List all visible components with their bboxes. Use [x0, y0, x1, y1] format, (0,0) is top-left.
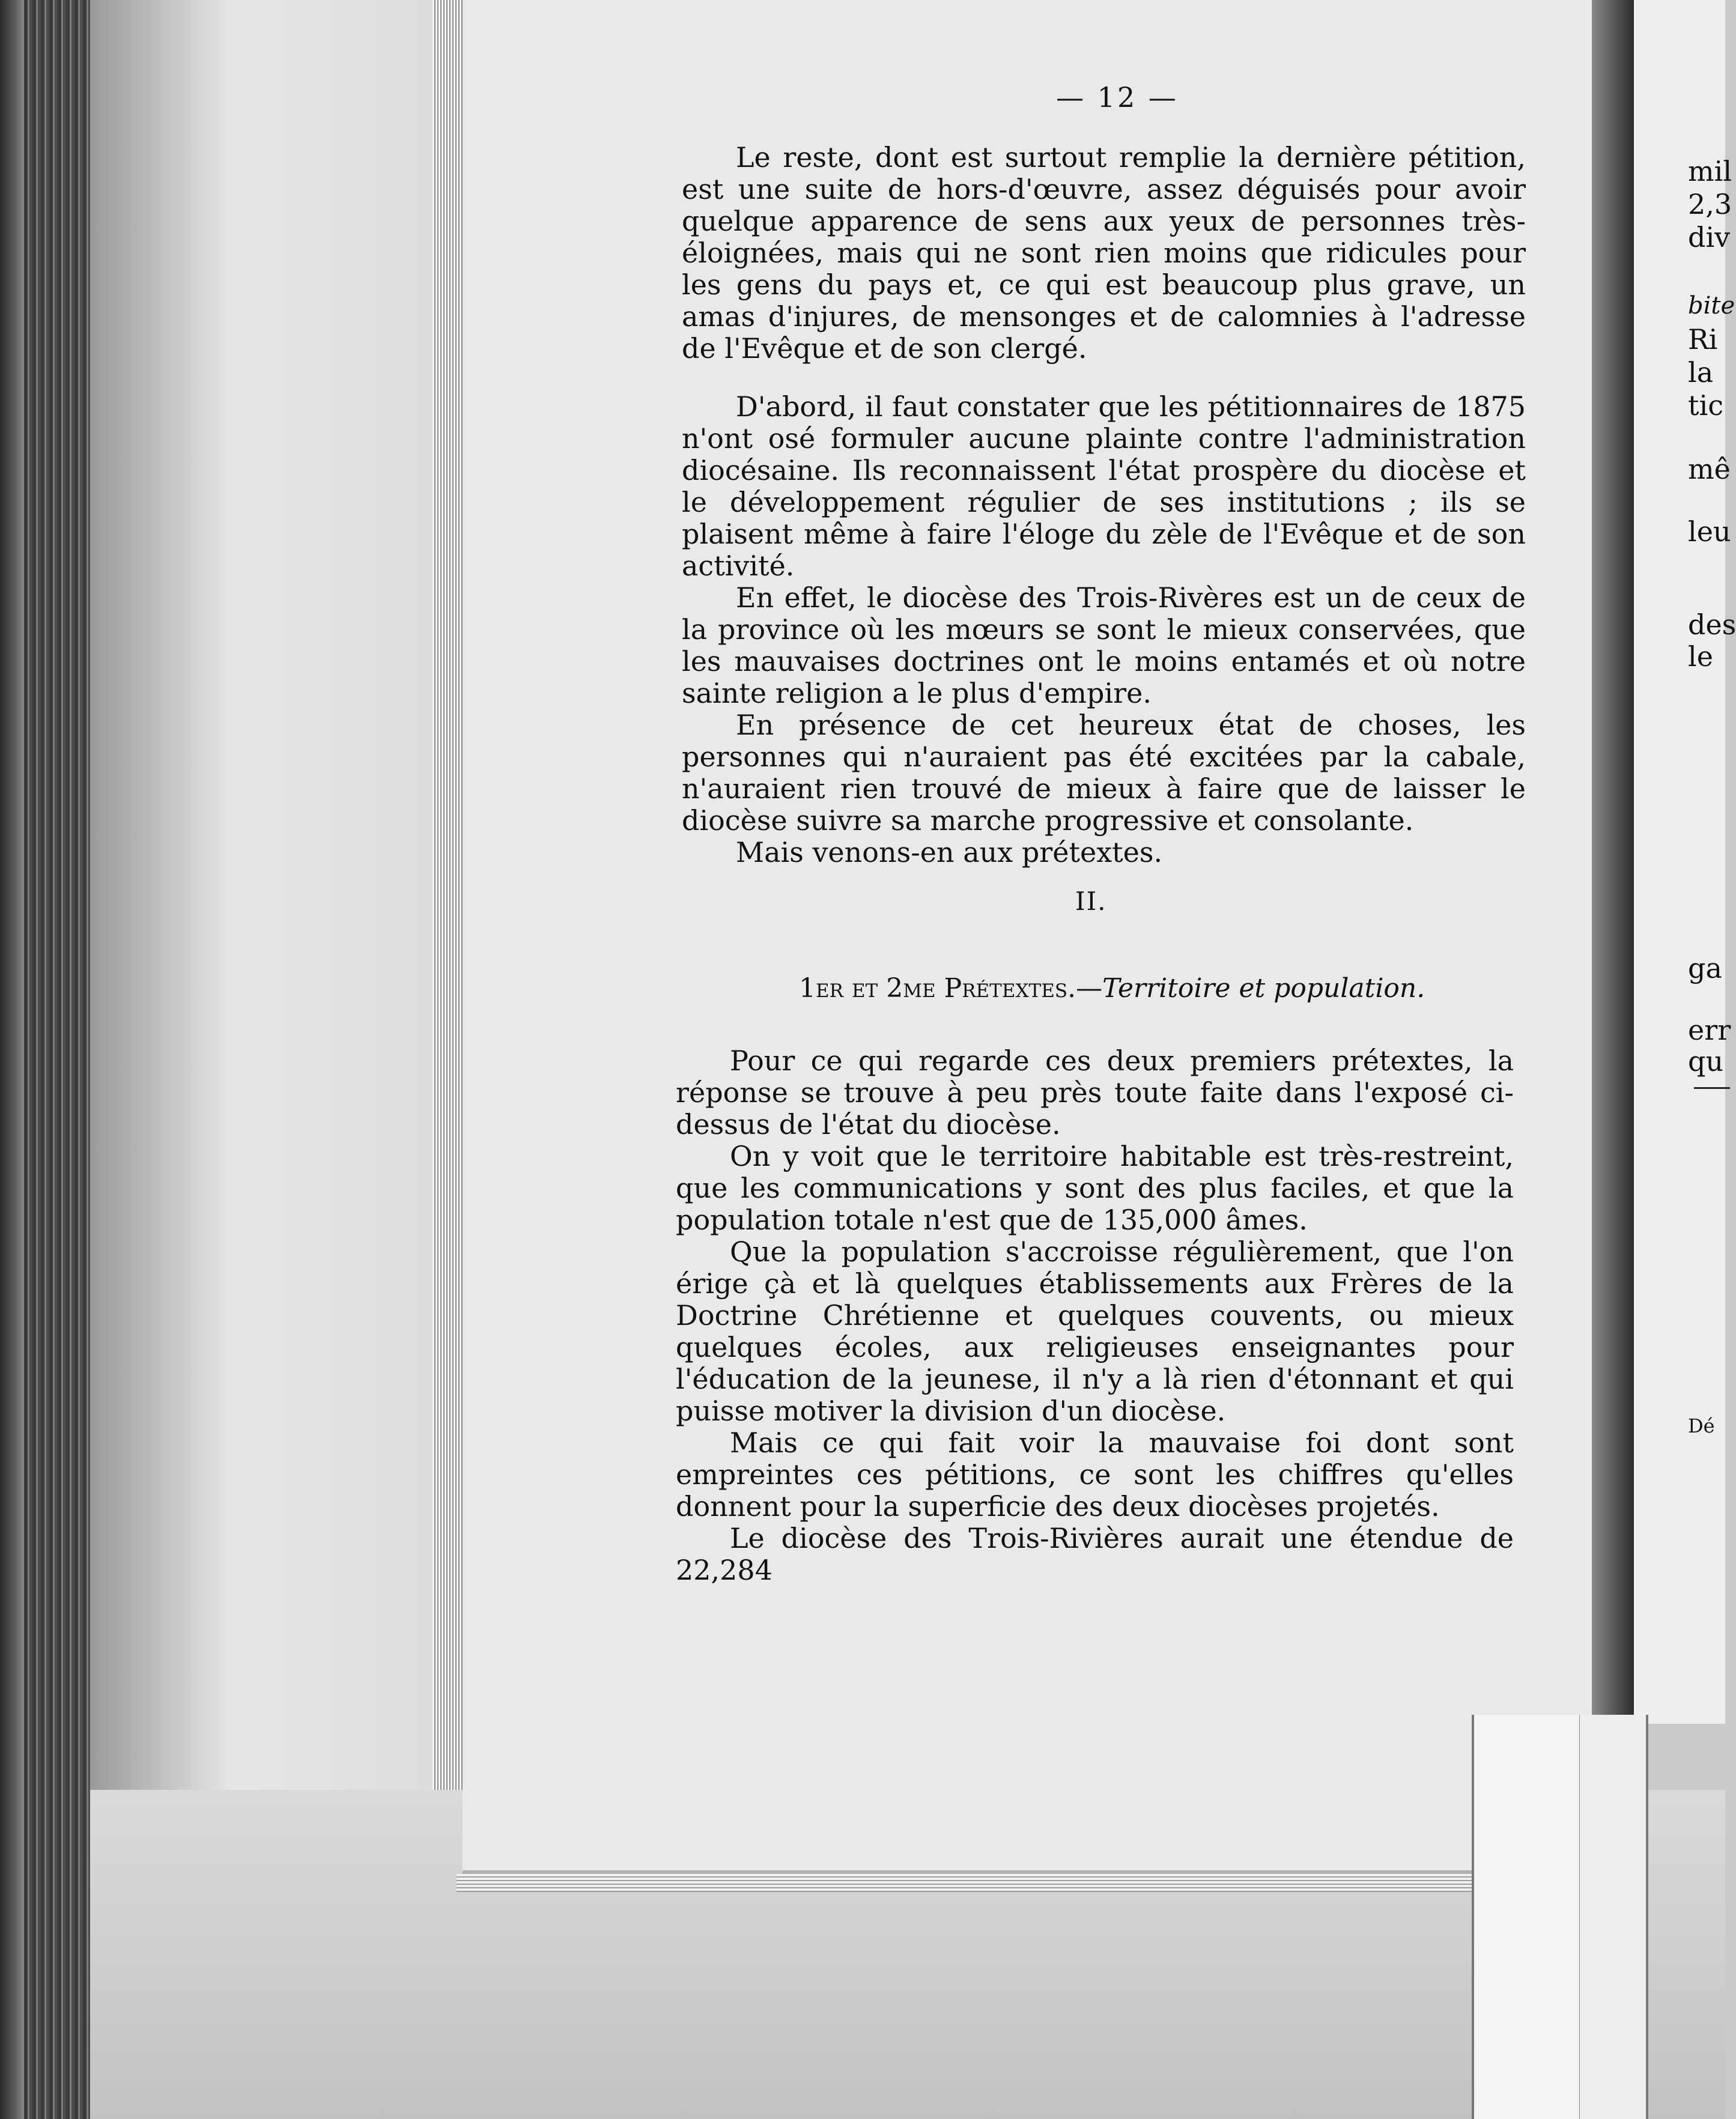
section-number: II. [1075, 887, 1107, 916]
page-bottom-edge [457, 1874, 1595, 1892]
facing-page-fragment: bite [1688, 292, 1735, 320]
section-heading [799, 973, 1425, 1004]
facing-page-fragment: tic [1688, 389, 1723, 422]
paragraph: On y voit que le territoire habitable est très-restreint, que les communications y sont des plus faciles, et que la population totale n'est que de 135,000 âmes. [676, 1140, 1514, 1236]
paragraph: Le reste, dont est surtout remplie la dernière pétition, est une suite de hors-d'œuvre, assez déguisés pour avoir quelque apparence de sens aux yeux de personnes très-éloignées, mais qui ne sont rien moins que ridicules pour les gens du pays et, ce qui est beaucoup plus grave, un amas d'injures, de mensonges et de calomnies à l'adresse de l'Evêque et de son clergé. [682, 141, 1526, 365]
paragraph: Le diocèse des Trois-Rivières aurait une étendue de 22,284 [676, 1522, 1514, 1586]
text-block-top [682, 142, 1526, 869]
facing-page-fragment: mil [1688, 155, 1732, 187]
page-tab [1580, 1715, 1648, 2119]
text-block-bottom [676, 1045, 1514, 1586]
facing-page-fragment: Ri [1688, 323, 1718, 356]
page-tab [1472, 1715, 1582, 2119]
paragraph: En présence de cet heureux état de choses, les personnes qui n'auraient pas été excitées par la cabale, n'auraient rien trouvé de mieux à faire que de laisser le diocèse suivre sa marche progressive et consolante. [682, 709, 1526, 837]
paragraph: D'abord, il faut constater que les pétitionnaires de 1875 n'ont osé formuler aucune plainte contre l'administration diocésaine. Ils reconnaissent l'état prospère du diocèse et le développement régulier de ses institutions ; ils se plaisent même à faire l'éloge du zèle de l'Evêque et de son activité. [682, 390, 1526, 582]
facing-page-rule [1694, 1087, 1730, 1089]
section-heading-subject: Territoire et population. [1102, 973, 1425, 1004]
paragraph: En effet, le diocèse des Trois-Rivères est un de ceux de la province où les mœurs se sont le mieux conservées, que les mauvaises doctrines ont le moins entamés et où notre sainte religion a le plus d'empire. [682, 581, 1526, 709]
facing-page-fragment: qu [1688, 1045, 1724, 1078]
left-leaf-edge [432, 0, 463, 1874]
paragraph: Pour ce qui regarde ces deux premiers prétextes, la réponse se trouve à peu près toute faite dans l'exposé ci-dessus de l'état du diocèse. [676, 1044, 1514, 1141]
facing-page-fragment: err [1688, 1014, 1731, 1046]
page-number: — 12 — [1056, 81, 1179, 114]
facing-page-fragment: leu [1688, 515, 1731, 548]
facing-page-fragment: la [1688, 356, 1714, 389]
facing-page-fragment: div [1688, 221, 1731, 253]
facing-page-fragment: ga [1688, 952, 1722, 984]
facing-page-fragment: Dé [1688, 1414, 1715, 1437]
paragraph: Que la population s'accroisse régulièrement, que l'on érige çà et là quelques établissements aux Frères de la Doctrine Chrétienne et quelques couvents, ou mieux quelques écoles, aux religieuses enseignantes pour l'éducation de la jeunese, il n'y a là rien d'étonnant et qui puisse motiver la division d'un diocèse. [676, 1235, 1514, 1427]
facing-page-fragment: des [1688, 608, 1736, 641]
facing-page-fragment: 2,3 [1688, 188, 1732, 220]
facing-page-fragment: mê [1688, 453, 1731, 485]
paragraph: Mais ce qui fait voir la mauvaise foi dont sont empreintes ces pétitions, ce sont les chiffres qu'elles donnent pour la superficie des deux diocèses projetés. [676, 1426, 1514, 1523]
facing-page-fragment: le [1688, 640, 1713, 673]
paragraph: Mais venons-en aux prétextes. [736, 836, 1163, 869]
page-stack-left [24, 0, 90, 2119]
facing-page [1634, 0, 1736, 1724]
section-heading-prefix: 1er et 2me Prétextes.— [799, 973, 1103, 1004]
book-binding [0, 0, 24, 2119]
